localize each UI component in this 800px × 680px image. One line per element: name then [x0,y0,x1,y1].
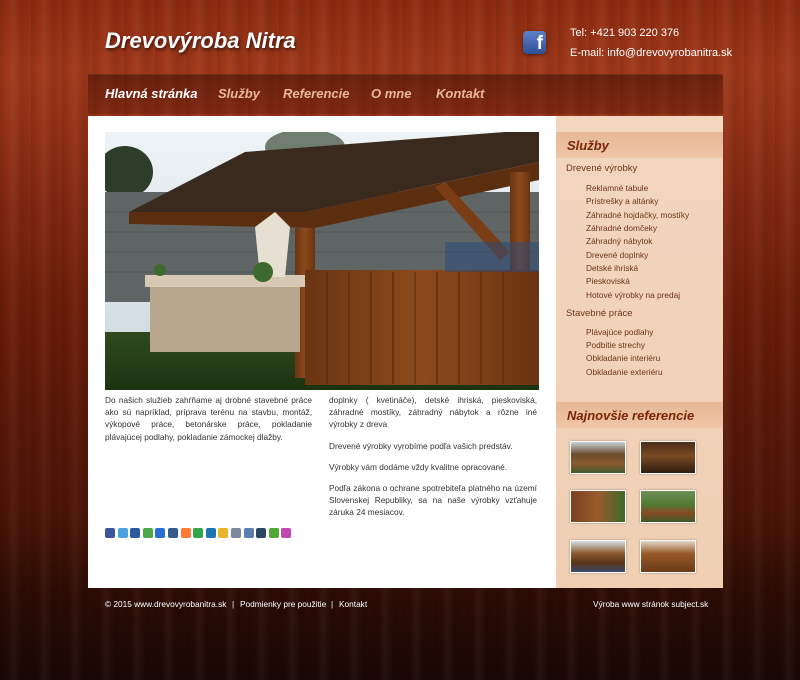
sidebar-item-playgrounds[interactable]: Detské ihriská [586,263,639,273]
sidebar-item-swings[interactable]: Záhradné hojdačky, mostíky [586,210,690,220]
footer-credit-link[interactable]: Výroba www stránok subject.sk [593,599,709,609]
share-linkedin-icon[interactable] [206,528,216,538]
share-print-icon[interactable] [231,528,241,538]
share-twitter-icon[interactable] [118,528,128,538]
footer-separator: | [232,599,235,609]
intro-paragraph-4: Podľa zákona o ochrane spotrebiteľa platného na území Slovenskej Republiky, sa na naše výrobky vzťahuje záruka 24 mesiacov. [329,483,537,518]
gazebo-photo [105,132,539,390]
share-facebook-icon[interactable] [105,528,115,538]
reference-thumbnail[interactable] [570,490,626,523]
email-link[interactable]: info@drevovyrobanitra.sk [607,47,733,59]
share-tumblr-icon[interactable] [256,528,266,538]
contact-email [570,47,732,59]
intro-paragraph: Do našich služieb zahŕňame aj drobné stavebné práce ako sú napríklad, príprava terénu na stavbu, montáž, výkopové práce, betonárske práce, pokladanie plávajúcej podlahy, pokladanie zámockej dlažby. [105,395,312,442]
sidebar-item-garden-houses[interactable]: Záhradné domčeky [586,223,658,233]
facebook-icon[interactable]: f [523,31,546,54]
reference-thumbnail[interactable] [640,540,696,573]
intro-column-left [105,394,312,452]
sidebar-item-exterior-cladding[interactable]: Obkladanie exteriéru [586,367,663,377]
email-label: E-mail: [570,47,605,59]
references-heading: Najnovšie referencie [567,408,695,423]
references-heading-bar [556,402,723,428]
sidebar-item-ready-products[interactable]: Hotové výrobky na predaj [586,290,681,300]
sidebar-item-interior-cladding[interactable]: Obkladanie interiéru [586,353,661,363]
footer-contact-link[interactable]: Kontakt [339,599,368,609]
contact-phone: Tel: +421 903 220 376 [570,27,680,39]
sidebar-item-ad-boards[interactable]: Reklamné tabule [586,183,649,193]
share-digg-icon[interactable] [168,528,178,538]
reference-thumbnail[interactable] [640,441,696,474]
share-reddit-icon[interactable] [181,528,191,538]
nav-item-about[interactable]: O mne [371,86,412,101]
nav-item-references[interactable]: Referencie [283,86,350,101]
nav-item-services[interactable]: Služby [218,86,260,101]
main-content [88,116,556,588]
share-favorites-icon[interactable] [218,528,228,538]
reference-thumbnail[interactable] [570,441,626,474]
nav-item-home[interactable]: Hlavná stránka [105,86,198,101]
main-nav [88,74,723,114]
sidebar-item-wood-accessories[interactable]: Drevené doplnky [586,250,649,260]
share-more-icon[interactable] [281,528,291,538]
reference-thumbnail[interactable] [570,540,626,573]
sidebar-item-roof-soffits[interactable]: Podbitie strechy [586,340,646,350]
share-delicious-icon[interactable] [155,528,165,538]
share-email-icon[interactable] [244,528,254,538]
intro-column-right [329,394,537,528]
intro-paragraph-2: Drevené výrobky vyrobíme podľa vašich predstáv. [329,440,513,451]
share-stumbleupon-icon[interactable] [193,528,203,538]
site-title[interactable]: Drevovýroba Nitra [105,28,296,53]
footer-separator: | [331,599,334,609]
share-google-icon[interactable] [143,528,153,538]
sidebar-item-sandboxes[interactable]: Pieskoviská [586,276,630,286]
category-wood-products[interactable]: Drevené výrobky [566,163,638,174]
sidebar [556,116,723,588]
category-construction[interactable]: Stavebné práce [566,308,633,319]
intro-paragraph-1: doplnky ( kvetináče), detské ihriská, pieskoviská, záhradné mostíky, záhradný nábytok a rôzne iné výrobky z dreva [329,395,537,430]
sidebar-item-shelters[interactable]: Prístrešky a altánky [586,196,659,206]
services-heading: Služby [567,138,609,153]
services-heading-bar [556,132,723,158]
sidebar-item-garden-furniture[interactable]: Záhradný nábytok [586,236,653,246]
share-myspace-icon[interactable] [130,528,140,538]
reference-thumbnail[interactable] [640,490,696,523]
sidebar-item-floating-floors[interactable]: Plávajúce podlahy [586,327,654,337]
share-technorati-icon[interactable] [269,528,279,538]
nav-item-contact[interactable]: Kontakt [436,86,485,101]
footer-copyright: © 2015 www.drevovyrobanitra.sk [105,599,227,609]
footer-terms-link[interactable]: Podmienky pre použitie [240,599,327,609]
intro-paragraph-3: Výrobky vám dodáme vždy kvalitne opracované. [329,461,508,472]
